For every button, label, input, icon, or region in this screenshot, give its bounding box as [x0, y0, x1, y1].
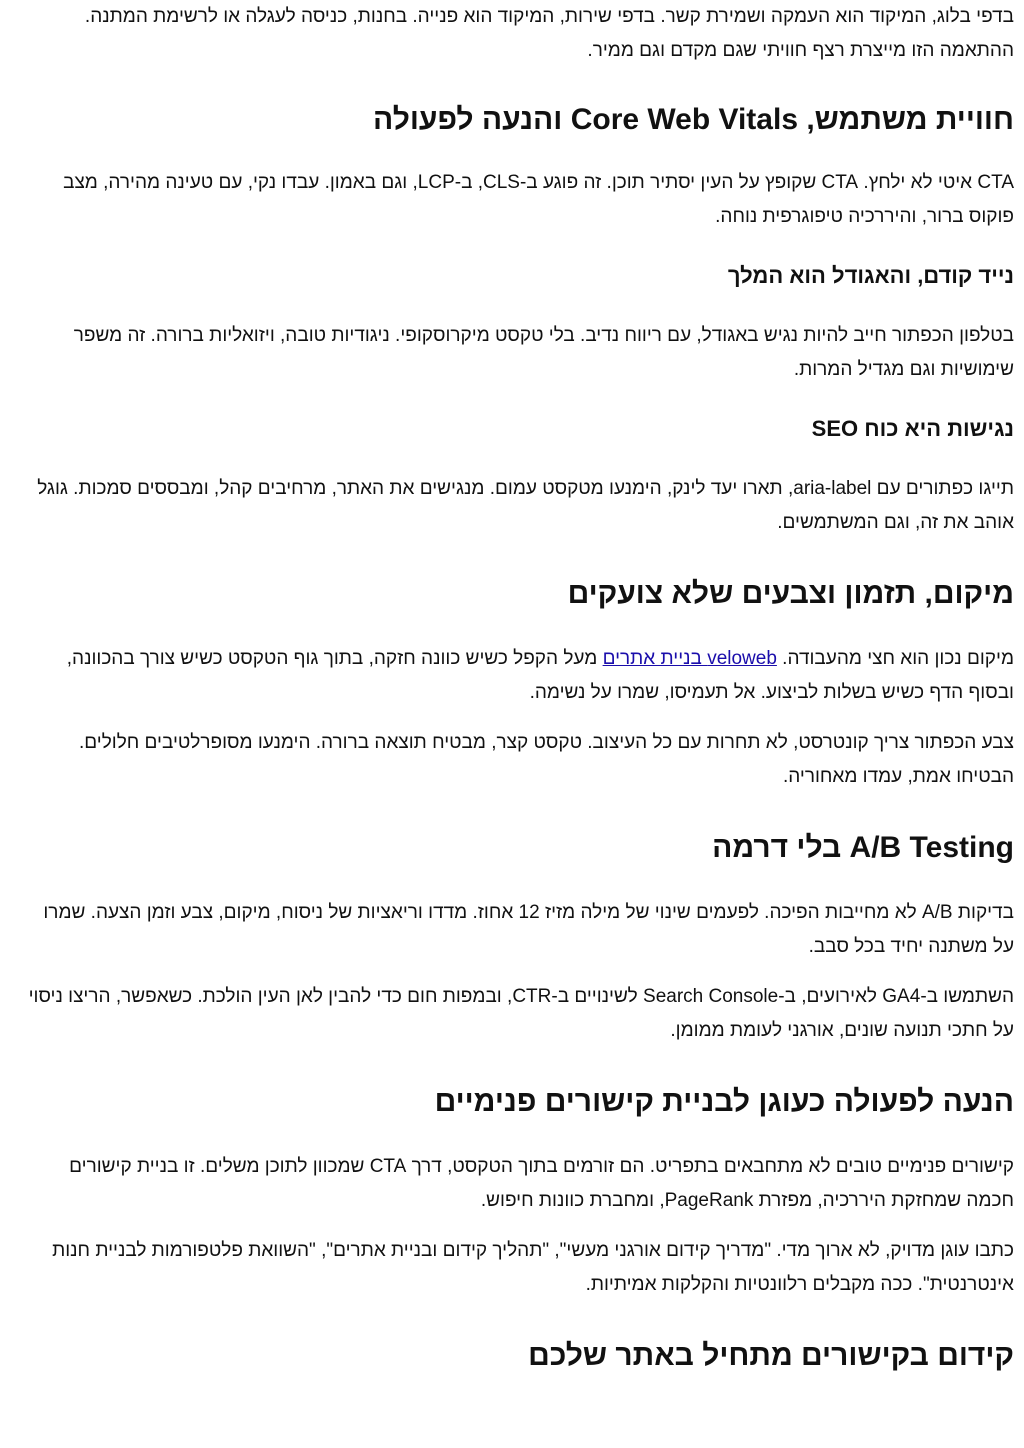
placement-text-after: מעל הקפל כשיש כוונה חזקה, בתוך גוף הטקסט כשיש צורך בהכוונה, ובסוף הדף כשיש בשלות לביצוע. אל תעמיסו, שמרו על נשימה.	[66, 648, 1014, 703]
ux-paragraph: CTA איטי לא ילחץ. CTA שקופץ על העין יסתיר תוכן. זה פוגע ב-CLS, ב-LCP, וגם באמון. עבדו נקי, עם טעינה מהירה, מצב פוקוס ברור, והיררכיה טיפוגרפית נוחה.	[63, 172, 1014, 227]
heading-placement-timing-colors: מיקום, תזמון וצבעים שלא צועקים	[567, 577, 1014, 610]
veloweb-link[interactable]: veloweb בניית אתרים	[602, 648, 777, 669]
accessibility-paragraph: תייגו כפתורים עם aria-label, תארו יעד לינק, הימנעו מטקסט עמום. מנגישים את האתר, מרחיבים קהל, ומבססים סמכות. גוגל אוהב את זה, וגם המשתמשים.	[37, 478, 1014, 533]
button-color-paragraph: צבע הכפתור צריך קונטרסט, לא תחרות עם כל העיצוב. טקסט קצר, מבטיח תוצאה ברורה. הימנעו מסופרלטיבים חלולים. הבטיחו אמת, עמדו מאחוריה.	[78, 732, 1014, 787]
placement-text-before: מיקום נכון הוא חצי מהעבודה.	[776, 648, 1014, 669]
heading-link-building: קידום בקישורים מתחיל באתר שלכם	[528, 1339, 1014, 1372]
heading-ab-testing: A/B Testing בלי דרמה	[712, 831, 1014, 864]
mobile-paragraph: בטלפון הכפתור חייב להיות נגיש באגודל, עם ריווח נדיב. בלי טקסט מיקרוסקופי. ניגודיות טובה, ויזואליות ברורה. זה משפר שימושיות וגם מגדיל המרות.	[73, 325, 1014, 380]
internal-links-paragraph: קישורים פנימיים טובים לא מתחבאים בתפריט. הם זורמים בתוך הטקסט, דרך CTA שמכוון לתוכן משלים. זו בניית קישורים חכמה שמחזקת היררכיה, מפזרת PageRank, ומחברת כוונות חיפוש.	[69, 1156, 1014, 1211]
heading-mobile-first: נייד קודם, והאגודל הוא המלך	[727, 263, 1014, 288]
heading-accessibility-seo: נגישות היא כוח SEO	[811, 416, 1014, 441]
anchor-text-paragraph: כתבו עוגן מדויק, לא ארוך מדי. "מדריך קידום אורגני מעשי", "תהליך קידום ובניית אתרים", "השוואת פלטפורמות לבניית חנות אינטרנטית". ככה מקבלים רלוונטיות והקלקות אמיתיות.	[52, 1240, 1014, 1295]
placement-paragraph	[24, 642, 1014, 710]
analytics-paragraph: השתמשו ב-GA4 לאירועים, ב-Search Console לשינויים ב-CTR, ובמפות חום כדי להבין לאן העין הולכת. כשאפשר, הריצו ניסוי על חתכי תנועה שונים, אורגני לעומת ממומן.	[28, 986, 1014, 1041]
intro-paragraph: בדפי בלוג, המיקוד הוא העמקה ושמירת קשר. בדפי שירות, המיקוד הוא פנייה. בחנות, כניסה לעגלה או לרשימת המתנה. ההתאמה הזו מייצרת רצף חוויתי שגם מקדם וגם ממיר.	[84, 6, 1014, 61]
ab-testing-paragraph: בדיקות A/B לא מחייבות הפיכה. לפעמים שינוי של מילה מזיז 12 אחוז. מדדו וריאציות של ניסוח, מיקום, צבע וזמן הצעה. שמרו על משתנה יחיד בכל סבב.	[43, 902, 1014, 957]
heading-internal-links: הנעה לפעולה כעוגן לבניית קישורים פנימיים	[434, 1085, 1014, 1118]
heading-ux-core-web-vitals: חוויית משתמש, Core Web Vitals והנעה לפעולה	[373, 103, 1014, 136]
